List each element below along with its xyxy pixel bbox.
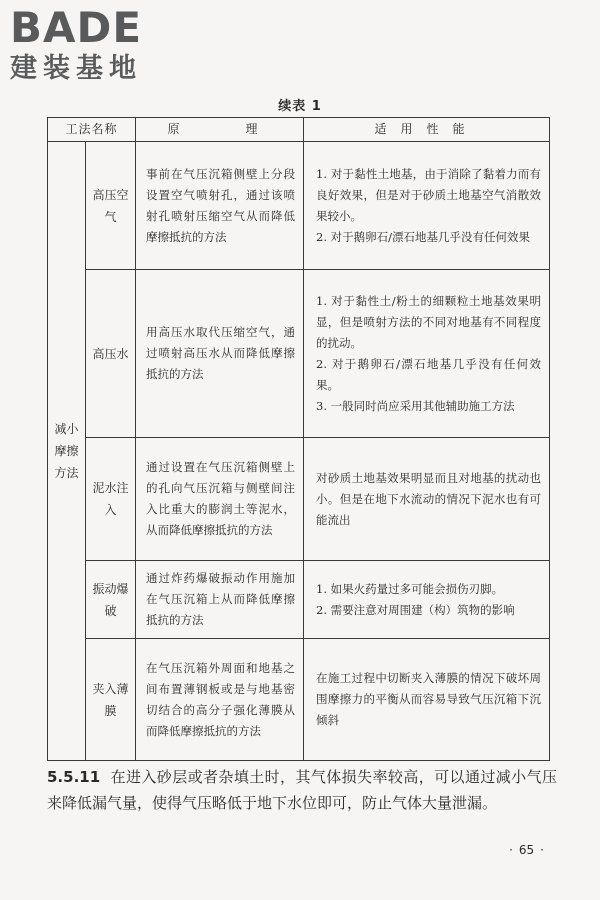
category-cell: 减小摩擦方法 — [48, 142, 86, 761]
performance-item: 2. 需要注意对周围建（构）筑物的影响 — [316, 602, 515, 617]
performance-cell — [304, 639, 550, 761]
header-performance: 适用性能 — [304, 118, 550, 142]
method-table — [47, 117, 550, 761]
header-principle: 原 理 — [136, 118, 304, 142]
page-number-footer: · 65 · — [509, 843, 544, 857]
principle-cell: 通过炸药爆破振动作用施加在气压沉箱上从而降低摩擦抵抗的方法 — [136, 561, 304, 639]
method-cell: 泥水注入 — [86, 438, 136, 561]
performance-item: 2. 对于鹅卵石/漂石地基几乎没有任何效果 — [316, 229, 531, 244]
performance-cell — [304, 438, 550, 561]
table-row — [48, 639, 550, 761]
table-row — [48, 561, 550, 639]
logo-wordmark: BADE — [10, 3, 143, 52]
performance-cell — [304, 561, 550, 639]
table-header-row — [48, 118, 550, 142]
performance-item: 在施工过程中切断夹入薄膜的情况下破坏周围摩擦力的平衡从而容易导致气压沉箱下沉倾斜 — [316, 671, 542, 727]
table-row — [48, 142, 550, 270]
section-text: 在进入砂层或者杂填土时，其气体损失率较高，可以通过减小气压来降低漏气量，使得气压略低于地下水位即可，防止气体大量泄漏。 — [47, 768, 557, 812]
performance-item: 2. 对于鹅卵石/漂石地基几乎没有任何效果。 — [316, 356, 542, 392]
performance-item: 1. 如果火药量过多可能会损伤刃脚。 — [316, 581, 504, 596]
section-number: 5.5.11 — [47, 768, 101, 786]
table-row — [48, 438, 550, 561]
page-number: 65 — [518, 843, 535, 857]
table-title: 续表 1 — [278, 99, 322, 114]
performance-cell — [304, 142, 550, 270]
performance-item: 1. 对于黏性土/粉土的细颗粒土地基效果明显，但是喷射方法的不同对地基有不同程度的扰动。 — [316, 293, 542, 350]
method-cell: 振动爆破 — [86, 561, 136, 639]
performance-item: 3. 一般同时尚应采用其他辅助施工方法 — [316, 398, 515, 413]
header-method-name: 工法名称 — [48, 118, 136, 142]
performance-item: 对砂质土地基效果明显而且对地基的扰动也小。但是在地下水流动的情况下泥水也有可能流出 — [316, 470, 542, 527]
brand-logo — [10, 3, 180, 90]
principle-cell: 通过设置在气压沉箱侧壁上的孔向气压沉箱与侧壁间注入比重大的膨润土等泥水，从而降低摩擦抵抗的方法 — [136, 438, 304, 561]
section-paragraph — [47, 764, 557, 816]
principle-cell: 在气压沉箱外周面和地基之间布置薄钢板或是与地基密切结合的高分子强化薄膜从而降低摩擦抵抗的方法 — [136, 639, 304, 761]
principle-cell: 用高压水取代压缩空气，通过喷射高压水从而降低摩擦抵抗的方法 — [136, 270, 304, 438]
performance-cell — [304, 270, 550, 438]
method-cell: 高压空气 — [86, 142, 136, 270]
method-cell: 夹入薄膜 — [86, 639, 136, 761]
table-row — [48, 270, 550, 438]
method-cell: 高压水 — [86, 270, 136, 438]
principle-cell: 事前在气压沉箱侧壁上分段设置空气喷射孔，通过该喷射孔喷射压缩空气从而降低摩擦抵抗的方法 — [136, 142, 304, 270]
performance-item: 1. 对于黏性土地基，由于消除了黏着力而有良好效果，但是对于砂质土地基空气消散效果较小。 — [316, 166, 542, 223]
logo-chinese-name: 建装基地 — [10, 53, 142, 84]
